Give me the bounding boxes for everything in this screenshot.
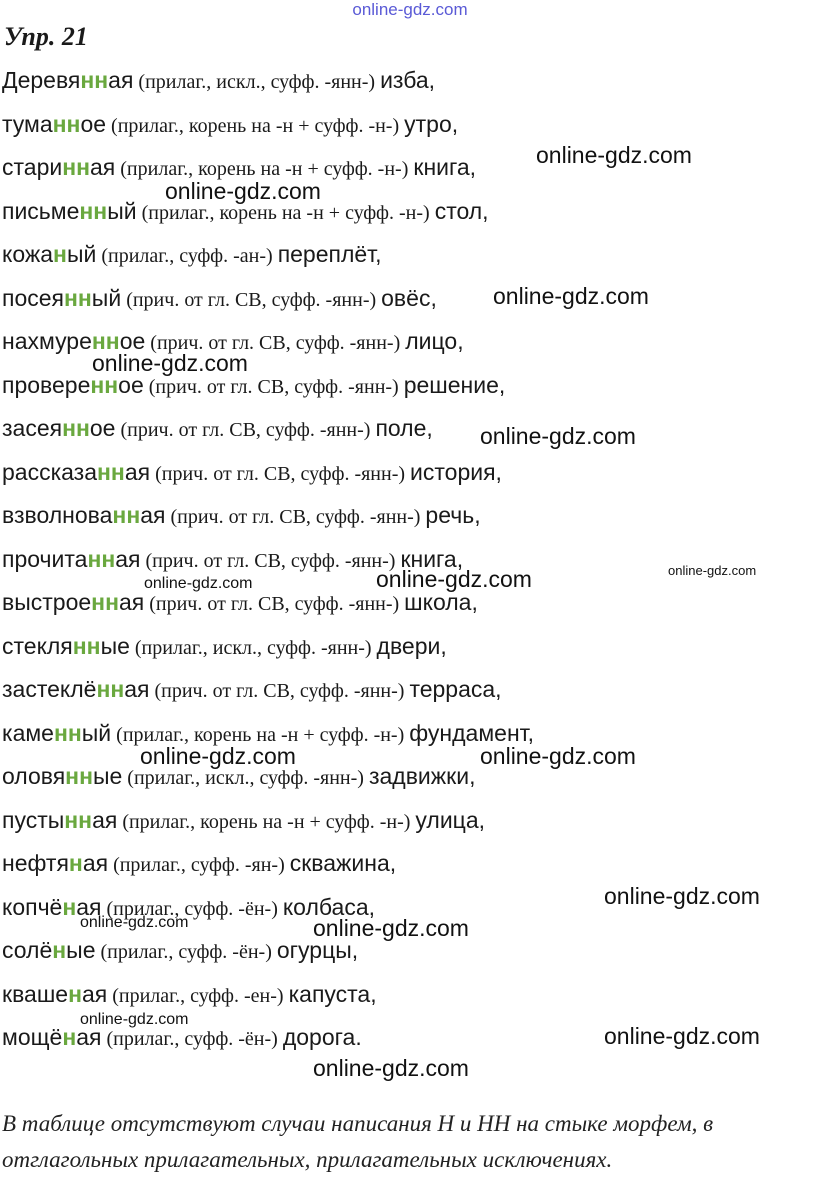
word-stem: копчё: [2, 893, 63, 920]
highlighted-letters: н: [62, 1024, 77, 1050]
word-ending: ый: [66, 241, 97, 267]
noun: задвижки,: [368, 763, 476, 789]
word-ending: ая: [76, 1024, 102, 1050]
word-ending: ый: [81, 719, 112, 746]
word-stem: Деревя: [2, 67, 81, 93]
noun: огурцы,: [276, 937, 359, 963]
grammar-note: (прилаг., суфф. -ён-): [101, 897, 283, 920]
watermark: online-gdz.com: [92, 350, 248, 376]
word-line: [2, 367, 534, 411]
grammar-note: (прилаг., корень на -н + суфф. -н-): [111, 723, 410, 746]
highlighted-letters: нн: [91, 589, 119, 615]
word-stem: нефтя: [2, 850, 69, 876]
word-ending: ая: [115, 545, 141, 572]
noun: дорога.: [282, 1024, 362, 1050]
noun: история,: [410, 458, 502, 485]
grammar-note: (прич. от гл. СВ, суфф. -янн-): [145, 332, 406, 354]
word-line: [2, 845, 534, 889]
word-stem: застеклё: [2, 676, 97, 702]
word-stem: нахмуре: [2, 328, 92, 354]
word-stem: стари: [2, 154, 63, 180]
noun: капуста,: [288, 980, 377, 1007]
grammar-note: (прилаг., корень на -н + суфф. -н-): [117, 810, 416, 833]
highlighted-letters: нн: [91, 328, 120, 354]
word-stem: посея: [2, 284, 64, 311]
noun: колбаса,: [282, 893, 376, 920]
grammar-note: (прич. от гл. СВ, суфф. -янн-): [144, 593, 405, 615]
word-stem: стекля: [2, 632, 73, 659]
grammar-note: (прич. от гл. СВ, суфф. -янн-): [140, 549, 401, 572]
watermark: online-gdz.com: [604, 883, 760, 909]
word-stem: каме: [2, 719, 54, 746]
word-ending: ый: [91, 284, 122, 311]
word-line: [2, 671, 534, 715]
word-line: [2, 628, 534, 672]
word-ending: ое: [119, 328, 146, 354]
word-stem: кваше: [2, 980, 69, 1007]
highlighted-letters: н: [68, 850, 83, 876]
word-ending: ое: [118, 371, 144, 398]
noun: лицо,: [405, 328, 464, 354]
noun: изба,: [380, 67, 436, 93]
grammar-note: (прилаг., корень на -н + суфф. -н-): [136, 201, 435, 224]
grammar-note: (прич. от гл. СВ, суфф. -янн-): [149, 680, 410, 702]
noun: книга,: [413, 154, 477, 180]
grammar-note: (прилаг., искл., суфф. -янн-): [122, 767, 369, 789]
highlighted-letters: нн: [65, 763, 93, 789]
highlighted-letters: нн: [96, 676, 125, 702]
word-line: [2, 62, 534, 106]
highlighted-letters: нн: [72, 632, 101, 659]
watermark: online-gdz.com: [313, 915, 469, 941]
watermark-top: online-gdz.com: [352, 0, 468, 19]
highlighted-letters: нн: [80, 67, 109, 93]
word-list: [2, 62, 534, 1063]
grammar-note: (прич. от гл. СВ, суфф. -янн-): [165, 506, 426, 528]
grammar-note: (прилаг., суфф. -ен-): [107, 984, 289, 1007]
noun: поле,: [375, 415, 433, 441]
highlighted-letters: нн: [53, 719, 82, 746]
watermark: online-gdz.com: [165, 178, 321, 204]
word-line: [2, 236, 534, 280]
grammar-note: (прич. от гл. СВ, суфф. -янн-): [143, 375, 404, 398]
watermark: online-gdz.com: [140, 743, 296, 769]
watermark: online-gdz.com: [493, 283, 649, 309]
word-stem: письме: [2, 197, 80, 224]
word-stem: взволнова: [2, 502, 113, 528]
word-ending: ые: [92, 763, 123, 789]
highlighted-letters: нн: [112, 502, 141, 528]
noun: книга,: [400, 545, 464, 572]
word-stem: солё: [2, 937, 53, 963]
word-line: [2, 410, 534, 454]
word-ending: ая: [108, 67, 134, 93]
word-line: [2, 454, 534, 498]
word-stem: оловя: [2, 763, 66, 789]
word-line: [2, 106, 534, 150]
noun: овёс,: [381, 284, 437, 311]
word-ending: ая: [90, 154, 116, 180]
highlighted-letters: нн: [90, 371, 119, 398]
word-stem: выстрое: [2, 589, 92, 615]
noun: фундамент,: [409, 719, 535, 746]
grammar-note: (прилаг., искл., суфф. -янн-): [129, 636, 377, 659]
noun: решение,: [403, 371, 506, 398]
word-stem: прочита: [2, 545, 88, 572]
word-stem: тума: [2, 110, 53, 137]
highlighted-letters: н: [52, 937, 67, 963]
highlighted-letters: нн: [79, 197, 108, 224]
exercise-title: Упр. 21: [4, 22, 88, 51]
word-stem: засея: [2, 415, 63, 441]
word-stem: рассказа: [2, 458, 98, 485]
highlighted-letters: нн: [64, 806, 93, 833]
highlighted-letters: н: [53, 241, 67, 267]
noun: двери,: [376, 632, 447, 659]
noun: терраса,: [409, 676, 502, 702]
grammar-note: (прилаг., суфф. -ён-): [101, 1028, 283, 1050]
noun: улица,: [415, 806, 486, 833]
highlighted-letters: нн: [62, 154, 91, 180]
word-stem: провере: [2, 371, 91, 398]
word-line: [2, 280, 534, 324]
grammar-note: (прилаг., искл., суфф. -янн-): [133, 71, 381, 93]
watermark: online-gdz.com: [144, 575, 253, 592]
word-stem: мощё: [2, 1024, 63, 1050]
highlighted-letters: н: [68, 980, 82, 1007]
noun: речь,: [425, 502, 481, 528]
word-stem: кожа: [2, 241, 54, 267]
noun: переплёт,: [277, 241, 382, 267]
word-ending: ое: [89, 415, 116, 441]
word-line: [2, 497, 534, 541]
watermark: online-gdz.com: [480, 743, 636, 769]
watermark: online-gdz.com: [376, 566, 532, 592]
noun: утро,: [404, 110, 459, 137]
word-stem: пусты: [2, 806, 65, 833]
watermark: online-gdz.com: [313, 1055, 469, 1081]
word-ending: ые: [100, 632, 130, 659]
watermark: online-gdz.com: [668, 563, 757, 578]
word-ending: ая: [82, 850, 109, 876]
watermark: online-gdz.com: [80, 914, 189, 931]
word-ending: ое: [80, 110, 107, 137]
watermark: online-gdz.com: [480, 423, 636, 449]
highlighted-letters: нн: [64, 284, 92, 311]
grammar-note: (прилаг., суфф. -ян-): [108, 854, 290, 876]
footer-note: В таблице отсутствуют случаи написания Н и НН на стыке морфем, в отглагольных прилагательных, прилагательных исключениях.: [2, 1111, 714, 1172]
highlighted-letters: нн: [97, 458, 125, 485]
word-line: [2, 802, 534, 846]
grammar-note: (прич. от гл. СВ, суфф. -янн-): [115, 419, 376, 441]
noun: стол,: [434, 197, 489, 224]
word-ending: ый: [107, 197, 137, 224]
word-ending: ая: [92, 806, 118, 833]
watermark: online-gdz.com: [604, 1023, 760, 1049]
noun: школа,: [404, 589, 478, 615]
word-ending: ая: [118, 589, 145, 615]
word-ending: ая: [81, 980, 108, 1007]
grammar-note: (прич. от гл. СВ, суфф. -янн-): [121, 288, 382, 311]
word-ending: ые: [66, 937, 96, 963]
highlighted-letters: нн: [52, 110, 81, 137]
grammar-note: (прилаг., суфф. -ан-): [96, 245, 278, 267]
grammar-note: (прилаг., корень на -н + суфф. -н-): [106, 114, 405, 137]
highlighted-letters: н: [62, 893, 77, 920]
word-ending: ая: [124, 458, 151, 485]
highlighted-letters: нн: [62, 415, 90, 441]
grammar-note: (прилаг., корень на -н + суфф. -н-): [115, 158, 414, 180]
word-ending: ая: [140, 502, 166, 528]
grammar-note: (прич. от гл. СВ, суфф. -янн-): [150, 462, 411, 485]
word-ending: ая: [124, 676, 150, 702]
watermark: online-gdz.com: [80, 1011, 189, 1028]
grammar-note: (прилаг., суфф. -ён-): [95, 941, 277, 963]
highlighted-letters: нн: [87, 545, 116, 572]
watermark: online-gdz.com: [536, 142, 692, 168]
word-line: [2, 323, 534, 367]
noun: скважина,: [289, 850, 397, 876]
word-ending: ая: [76, 893, 102, 920]
